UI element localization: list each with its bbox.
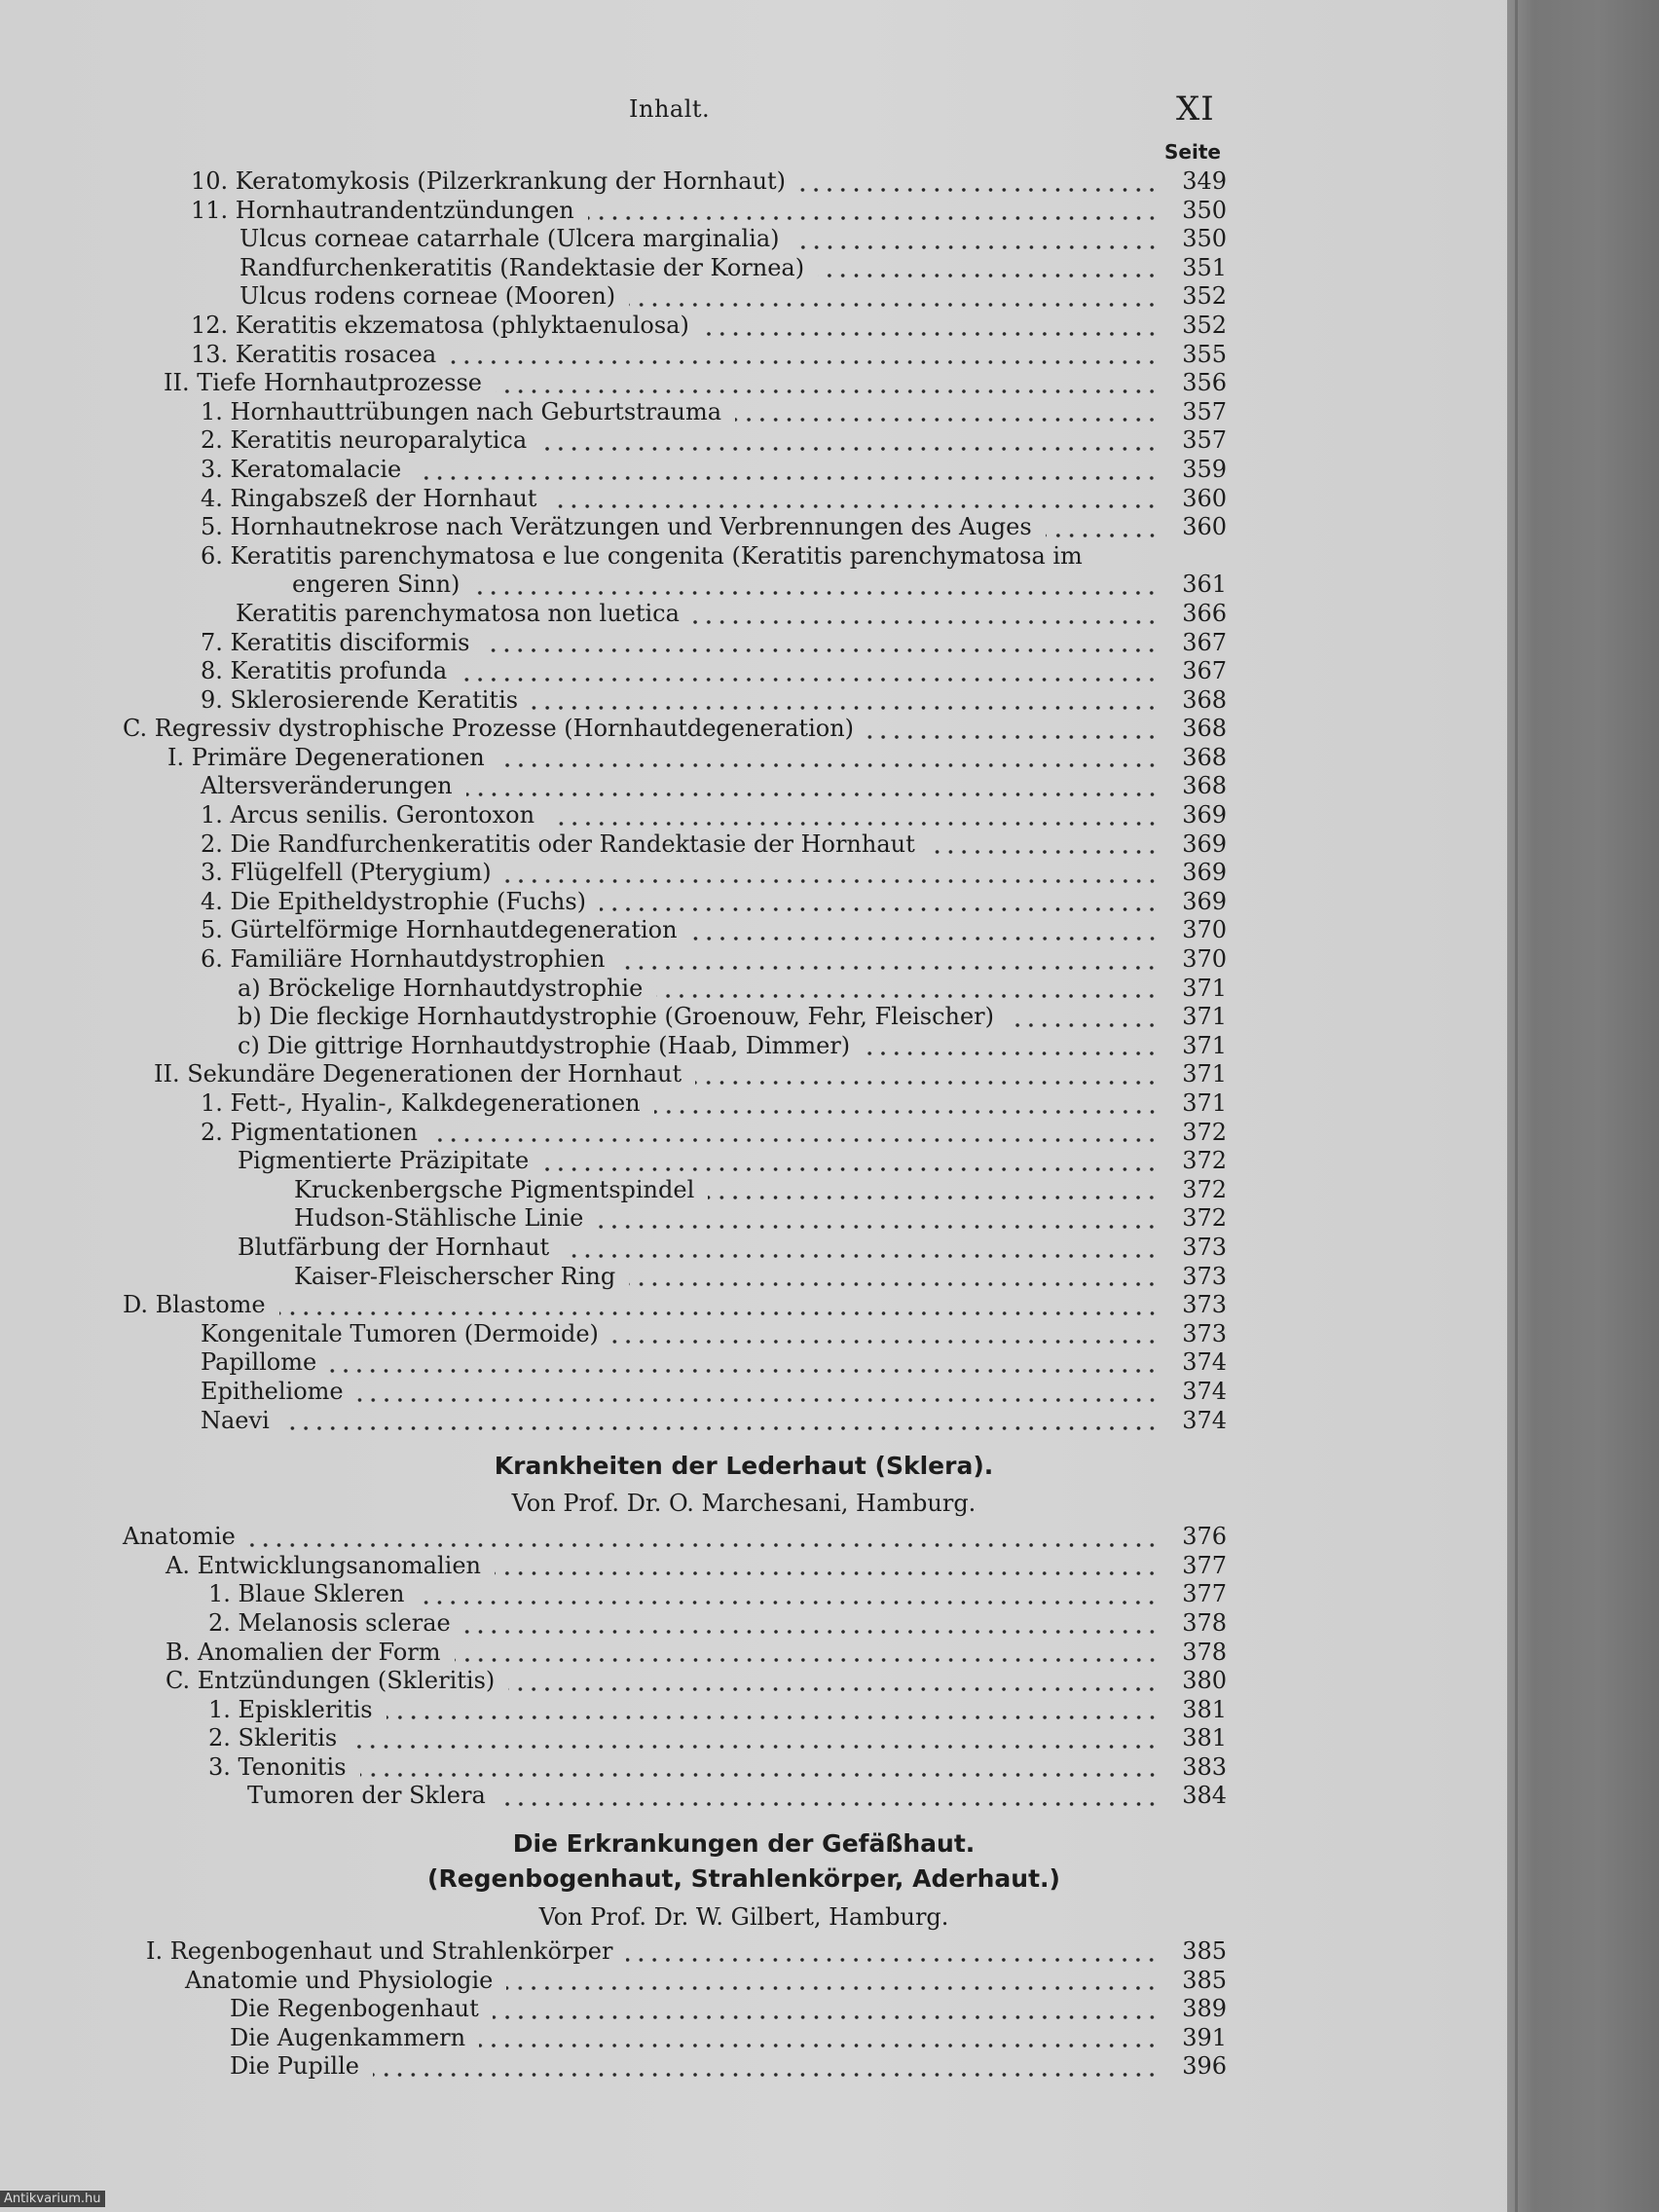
toc-entry bbox=[0, 1176, 1507, 1205]
adjacent-page-edge bbox=[1507, 0, 1659, 2212]
toc-entry-page: 371 bbox=[1182, 1031, 1227, 1059]
toc-entry-page: 357 bbox=[1182, 397, 1227, 425]
toc-entry-page: 361 bbox=[1182, 571, 1227, 599]
page-fold-shadow bbox=[1515, 0, 1518, 2212]
dot-leader bbox=[556, 821, 1159, 827]
toc-entry bbox=[0, 1753, 1507, 1783]
toc-entry-page: 373 bbox=[1182, 1319, 1227, 1347]
toc-entry-label: 1. Fett-, Hyalin-, Kalkdegenerationen bbox=[201, 1089, 641, 1117]
toc-entry-page: 371 bbox=[1182, 1003, 1227, 1031]
page-number: XI bbox=[1176, 90, 1215, 129]
toc-entry bbox=[0, 1234, 1507, 1263]
dot-leader bbox=[279, 1310, 1159, 1316]
toc-entry-page: 369 bbox=[1182, 887, 1227, 915]
toc-entry bbox=[0, 657, 1507, 686]
toc-entry-label: II. Sekundäre Degenerationen der Hornhaut bbox=[154, 1060, 682, 1088]
toc-entry bbox=[0, 1552, 1507, 1581]
toc-entry-label: 7. Keratitis disciformis bbox=[201, 628, 470, 656]
dot-leader bbox=[479, 2043, 1159, 2048]
section-heading-sklera: Krankheiten der Lederhaut (Sklera). bbox=[494, 1452, 994, 1481]
running-title: Inhalt. bbox=[629, 95, 711, 123]
toc-entry-page: 368 bbox=[1182, 743, 1227, 771]
toc-entry-page: 371 bbox=[1182, 1089, 1227, 1117]
toc-entry-page: 372 bbox=[1182, 1204, 1227, 1233]
toc-entry bbox=[0, 686, 1507, 716]
toc-entry-label: 2. Melanosis sclerae bbox=[208, 1608, 451, 1637]
section-byline-sklera: Von Prof. Dr. O. Marchesani, Hamburg. bbox=[511, 1490, 977, 1518]
toc-entry-label: 2. Keratitis neuroparalytica bbox=[201, 426, 528, 455]
dot-leader bbox=[357, 1397, 1159, 1403]
toc-entry bbox=[0, 312, 1507, 341]
dot-leader bbox=[499, 1801, 1159, 1807]
toc-entry-page: 350 bbox=[1182, 225, 1227, 253]
toc-entry bbox=[0, 772, 1507, 801]
toc-entry-page: 368 bbox=[1182, 715, 1227, 743]
toc-entry-label: 2. Pigmentationen bbox=[201, 1118, 418, 1146]
toc-entry-label: 11. Hornhautrandentzündungen bbox=[191, 196, 574, 224]
dot-leader bbox=[431, 1137, 1159, 1143]
toc-entry-page: 352 bbox=[1182, 311, 1227, 339]
toc-entry bbox=[0, 1378, 1507, 1407]
toc-entry-label: 5. Gürtelförmige Hornhautdegeneration bbox=[201, 916, 678, 944]
toc-entry bbox=[0, 167, 1507, 197]
toc-entry bbox=[0, 1320, 1507, 1349]
toc-entry-page: 374 bbox=[1182, 1348, 1227, 1377]
toc-entry-label: Die Augenkammern bbox=[230, 2023, 466, 2051]
toc-entry-page: 355 bbox=[1182, 340, 1227, 368]
toc-entry bbox=[0, 2024, 1507, 2053]
dot-leader bbox=[249, 1542, 1159, 1548]
dot-leader bbox=[600, 906, 1159, 912]
dot-leader bbox=[612, 1339, 1159, 1345]
toc-entry-page: 369 bbox=[1182, 830, 1227, 858]
dot-leader bbox=[693, 619, 1159, 625]
toc-entry-label: Die Pupille bbox=[230, 2052, 359, 2081]
toc-entry bbox=[0, 1003, 1507, 1032]
dot-leader bbox=[464, 1629, 1159, 1635]
dot-leader bbox=[350, 1744, 1159, 1750]
toc-entry-label-continuation: engeren Sinn) bbox=[292, 571, 461, 599]
dot-leader bbox=[461, 677, 1159, 682]
dot-leader bbox=[483, 647, 1159, 653]
toc-entry-page: 374 bbox=[1182, 1406, 1227, 1434]
toc-entry-page: 357 bbox=[1182, 426, 1227, 455]
toc-entry bbox=[0, 1348, 1507, 1378]
toc-entry-page: 369 bbox=[1182, 801, 1227, 830]
dot-leader bbox=[506, 1985, 1159, 1991]
toc-entry-page: 374 bbox=[1182, 1377, 1227, 1405]
toc-entry-page: 373 bbox=[1182, 1233, 1227, 1261]
toc-entry-label: Anatomie und Physiologie bbox=[185, 1966, 494, 1994]
toc-entry-page: 349 bbox=[1182, 167, 1227, 195]
toc-entry bbox=[0, 859, 1507, 888]
toc-entry-page: 381 bbox=[1182, 1724, 1227, 1752]
toc-entry-label: Blutfärbung der Hornhaut bbox=[238, 1233, 550, 1261]
toc-entry bbox=[0, 1639, 1507, 1668]
toc-entry-page: 352 bbox=[1182, 282, 1227, 311]
dot-leader bbox=[373, 2072, 1159, 2078]
toc-entry-page: 389 bbox=[1182, 1995, 1227, 2023]
toc-entry bbox=[0, 197, 1507, 226]
toc-entry-page: 369 bbox=[1182, 859, 1227, 887]
toc-list-hornhaut bbox=[0, 167, 1507, 1435]
toc-entry-label: Altersveränderungen bbox=[201, 772, 453, 800]
dot-leader bbox=[493, 2014, 1159, 2020]
toc-entry bbox=[0, 456, 1507, 485]
dot-leader bbox=[626, 1957, 1159, 1963]
toc-entry-label: Naevi bbox=[201, 1406, 270, 1434]
toc-entry-label: Papillome bbox=[201, 1348, 317, 1377]
dot-leader bbox=[415, 475, 1159, 481]
toc-entry bbox=[0, 629, 1507, 658]
dot-leader bbox=[387, 1714, 1159, 1720]
toc-entry-label: I. Regenbogenhaut und Strahlenkörper bbox=[146, 1937, 613, 1966]
table-of-contents bbox=[0, 167, 1507, 2082]
dot-leader bbox=[799, 187, 1159, 193]
toc-entry bbox=[0, 888, 1507, 917]
toc-entry-label: C. Regressiv dystrophische Prozesse (Hornhautdegeneration) bbox=[123, 715, 855, 743]
toc-entry-label: 3. Tenonitis bbox=[208, 1752, 347, 1781]
dot-leader bbox=[708, 1195, 1159, 1200]
toc-entry-label: I. Primäre Degenerationen bbox=[167, 743, 485, 771]
toc-entry-label: Kruckenbergsche Pigmentspindel bbox=[294, 1175, 695, 1203]
dot-leader bbox=[330, 1368, 1159, 1374]
toc-entry bbox=[0, 1032, 1507, 1061]
toc-entry-label: Ulcus rodens corneae (Mooren) bbox=[240, 282, 616, 311]
toc-entry-page: 359 bbox=[1182, 455, 1227, 483]
toc-entry-label: Hudson-Stählische Linie bbox=[294, 1204, 584, 1233]
toc-entry-page: 384 bbox=[1182, 1782, 1227, 1810]
toc-entry-label: A. Entwicklungsanomalien bbox=[166, 1551, 481, 1579]
toc-entry-label: c) Die gittrige Hornhautdystrophie (Haab, Dimmer) bbox=[238, 1031, 851, 1059]
dot-leader bbox=[629, 1281, 1159, 1287]
toc-entry-label: Kongenitale Tumoren (Dermoide) bbox=[201, 1319, 599, 1347]
toc-entry-page: 370 bbox=[1182, 916, 1227, 944]
toc-list-sklera bbox=[0, 1523, 1507, 1811]
toc-entry-label: Keratitis parenchymatosa non luetica bbox=[236, 599, 680, 627]
toc-entry bbox=[0, 1580, 1507, 1609]
toc-entry-page: 367 bbox=[1182, 657, 1227, 685]
toc-entry-page: 378 bbox=[1182, 1608, 1227, 1637]
toc-entry bbox=[0, 715, 1507, 744]
toc-entry-label: Anatomie bbox=[123, 1523, 236, 1551]
toc-entry-page: 396 bbox=[1182, 2052, 1227, 2081]
toc-entry-page: 351 bbox=[1182, 253, 1227, 281]
dot-leader bbox=[360, 1772, 1159, 1778]
toc-entry bbox=[0, 1523, 1507, 1552]
toc-entry-page: 360 bbox=[1182, 484, 1227, 512]
dot-leader bbox=[450, 359, 1159, 365]
toc-entry-page: 366 bbox=[1182, 599, 1227, 627]
toc-entry-page: 381 bbox=[1182, 1695, 1227, 1723]
dot-leader bbox=[703, 331, 1159, 337]
toc-entry-label: a) Bröckelige Hornhautdystrophie bbox=[238, 974, 644, 1002]
dot-leader bbox=[695, 1080, 1159, 1086]
page-column-label: Seite bbox=[1164, 140, 1221, 164]
toc-entry bbox=[0, 225, 1507, 254]
toc-entry-label: 13. Keratitis rosacea bbox=[191, 340, 437, 368]
toc-entry-page: 373 bbox=[1182, 1262, 1227, 1290]
toc-entry-page: 376 bbox=[1182, 1523, 1227, 1551]
toc-entry-label: 9. Sklerosierende Keratitis bbox=[201, 685, 519, 714]
toc-entry-label: 6. Familiäre Hornhautdystrophien bbox=[201, 945, 606, 974]
toc-entry bbox=[0, 830, 1507, 860]
toc-entry bbox=[0, 1291, 1507, 1320]
dot-leader bbox=[654, 1109, 1159, 1115]
toc-entry-label: 3. Flügelfell (Pterygium) bbox=[201, 859, 492, 887]
section-heading-gefaesshaut: Die Erkrankungen der Gefäßhaut. bbox=[512, 1829, 976, 1859]
toc-entry bbox=[0, 600, 1507, 629]
toc-entry bbox=[0, 254, 1507, 283]
dot-leader bbox=[929, 849, 1159, 855]
dot-leader bbox=[473, 590, 1159, 596]
toc-entry-page: 377 bbox=[1182, 1551, 1227, 1579]
dot-leader bbox=[540, 446, 1159, 452]
toc-entry-page: 356 bbox=[1182, 369, 1227, 397]
toc-entry-label: II. Tiefe Hornhautprozesse bbox=[164, 369, 482, 397]
section-subheading-gefaesshaut: (Regenbogenhaut, Strahlenkörper, Aderhaut.) bbox=[427, 1864, 1060, 1894]
toc-entry-page: 380 bbox=[1182, 1667, 1227, 1695]
toc-entry bbox=[0, 975, 1507, 1004]
toc-entry-label: 12. Keratitis ekzematosa (phlyktaenulosa) bbox=[191, 311, 689, 339]
toc-entry bbox=[0, 1060, 1507, 1089]
toc-entry-label: C. Entzündungen (Skleritis) bbox=[166, 1667, 496, 1695]
toc-entry-label: 1. Hornhauttrübungen nach Geburtstrauma bbox=[201, 397, 722, 425]
toc-entry-page: 368 bbox=[1182, 772, 1227, 800]
toc-entry bbox=[0, 341, 1507, 370]
toc-entry-page: 368 bbox=[1182, 685, 1227, 714]
toc-entry bbox=[0, 1263, 1507, 1292]
toc-entry-label: 4. Die Epitheldystrophie (Fuchs) bbox=[201, 887, 586, 915]
toc-entry bbox=[0, 398, 1507, 427]
toc-entry bbox=[0, 1089, 1507, 1119]
toc-entry bbox=[0, 1609, 1507, 1639]
toc-entry-label: 1. Blaue Skleren bbox=[208, 1580, 405, 1608]
toc-entry bbox=[0, 1204, 1507, 1234]
toc-entry bbox=[0, 542, 1507, 600]
toc-entry bbox=[0, 1119, 1507, 1148]
dot-leader bbox=[818, 273, 1159, 278]
toc-entry-label: 4. Ringabszeß der Hornhaut bbox=[201, 484, 537, 512]
toc-entry-page: 372 bbox=[1182, 1147, 1227, 1175]
dot-leader bbox=[618, 965, 1159, 971]
toc-entry bbox=[0, 369, 1507, 398]
toc-entry-label: 3. Keratomalacie bbox=[201, 455, 402, 483]
toc-entry-label: D. Blastome bbox=[123, 1291, 266, 1319]
dot-leader bbox=[735, 417, 1159, 423]
toc-entry bbox=[0, 282, 1507, 312]
toc-entry-label: 1. Arcus senilis. Gerontoxon bbox=[201, 801, 535, 830]
toc-entry-label: Pigmentierte Präzipitate bbox=[238, 1147, 530, 1175]
toc-entry bbox=[0, 945, 1507, 975]
toc-entry-page: 370 bbox=[1182, 945, 1227, 974]
dot-leader bbox=[691, 936, 1159, 941]
toc-entry bbox=[0, 513, 1507, 542]
dot-leader bbox=[629, 302, 1159, 308]
toc-entry-label: Die Regenbogenhaut bbox=[230, 1995, 479, 2023]
toc-list-gefaesshaut bbox=[0, 1937, 1507, 2082]
dot-leader bbox=[550, 503, 1159, 509]
toc-entry bbox=[0, 2052, 1507, 2082]
dot-leader bbox=[466, 792, 1159, 797]
dot-leader bbox=[1008, 1022, 1159, 1028]
toc-entry-page: 367 bbox=[1182, 628, 1227, 656]
toc-entry-label: b) Die fleckige Hornhautdystrophie (Groenouw, Fehr, Fleischer) bbox=[238, 1003, 995, 1031]
toc-entry-label: Tumoren der Sklera bbox=[247, 1782, 486, 1810]
toc-entry bbox=[0, 1724, 1507, 1753]
toc-entry-page: 373 bbox=[1182, 1291, 1227, 1319]
toc-entry-page: 377 bbox=[1182, 1580, 1227, 1608]
toc-entry bbox=[0, 744, 1507, 773]
toc-entry-label: 8. Keratitis profunda bbox=[201, 657, 448, 685]
dot-leader bbox=[867, 734, 1159, 740]
toc-entry bbox=[0, 1407, 1507, 1436]
toc-entry-label: 2. Die Randfurchenkeratitis oder Randektasie der Hornhaut bbox=[201, 830, 915, 858]
toc-entry bbox=[0, 916, 1507, 945]
toc-entry bbox=[0, 1782, 1507, 1811]
watermark: Antikvarium.hu bbox=[0, 2191, 105, 2207]
dot-leader bbox=[542, 1166, 1159, 1172]
toc-entry-page: 378 bbox=[1182, 1638, 1227, 1666]
toc-entry-label: Kaiser-Fleischerscher Ring bbox=[294, 1262, 616, 1290]
toc-entry-label: 10. Keratomykosis (Pilzerkrankung der Hornhaut) bbox=[191, 167, 787, 195]
toc-entry bbox=[0, 1937, 1507, 1967]
toc-entry-label: Ulcus corneae catarrhale (Ulcera marginalia) bbox=[240, 225, 780, 253]
toc-entry-page: 391 bbox=[1182, 2023, 1227, 2051]
toc-entry-label: B. Anomalien der Form bbox=[166, 1638, 441, 1666]
toc-entry bbox=[0, 801, 1507, 830]
dot-leader bbox=[418, 1600, 1159, 1605]
dot-leader bbox=[505, 878, 1159, 884]
toc-entry-page: 371 bbox=[1182, 974, 1227, 1002]
dot-leader bbox=[498, 762, 1159, 768]
toc-entry bbox=[0, 1967, 1507, 1996]
toc-entry bbox=[0, 1667, 1507, 1696]
toc-entry-page: 371 bbox=[1182, 1060, 1227, 1088]
dot-leader bbox=[283, 1425, 1159, 1431]
dot-leader bbox=[495, 1570, 1159, 1576]
toc-entry bbox=[0, 1696, 1507, 1725]
toc-entry bbox=[0, 485, 1507, 514]
dot-leader bbox=[508, 1686, 1159, 1692]
toc-entry-page: 385 bbox=[1182, 1966, 1227, 1994]
toc-entry-page: 385 bbox=[1182, 1937, 1227, 1966]
section-byline-gefaesshaut: Von Prof. Dr. W. Gilbert, Hamburg. bbox=[538, 1903, 949, 1932]
toc-entry-page: 372 bbox=[1182, 1175, 1227, 1203]
dot-leader bbox=[496, 388, 1159, 394]
toc-entry bbox=[0, 1995, 1507, 2024]
toc-entry-label: Randfurchenkeratitis (Randektasie der Kornea) bbox=[240, 253, 805, 281]
dot-leader bbox=[656, 993, 1159, 999]
dot-leader bbox=[563, 1253, 1159, 1259]
toc-entry-label: 5. Hornhautnekrose nach Verätzungen und Verbrennungen des Auges bbox=[201, 513, 1032, 541]
toc-entry-page: 383 bbox=[1182, 1752, 1227, 1781]
toc-entry bbox=[0, 426, 1507, 456]
toc-entry-page: 350 bbox=[1182, 196, 1227, 224]
toc-entry-label: 1. Episkleritis bbox=[208, 1695, 373, 1723]
toc-entry-label: Epitheliome bbox=[201, 1377, 344, 1405]
dot-leader bbox=[597, 1224, 1159, 1230]
toc-entry bbox=[0, 1147, 1507, 1176]
toc-entry-page: 360 bbox=[1182, 513, 1227, 541]
dot-leader bbox=[864, 1051, 1159, 1056]
dot-leader bbox=[588, 215, 1159, 221]
dot-leader bbox=[455, 1657, 1159, 1663]
dot-leader bbox=[793, 244, 1159, 250]
dot-leader bbox=[532, 705, 1159, 711]
toc-entry-label: 6. Keratitis parenchymatosa e lue congenita (Keratitis parenchymatosa im bbox=[201, 541, 1083, 570]
dot-leader bbox=[1046, 533, 1159, 538]
toc-entry-label: 2. Skleritis bbox=[208, 1724, 338, 1752]
toc-entry-page: 372 bbox=[1182, 1118, 1227, 1146]
